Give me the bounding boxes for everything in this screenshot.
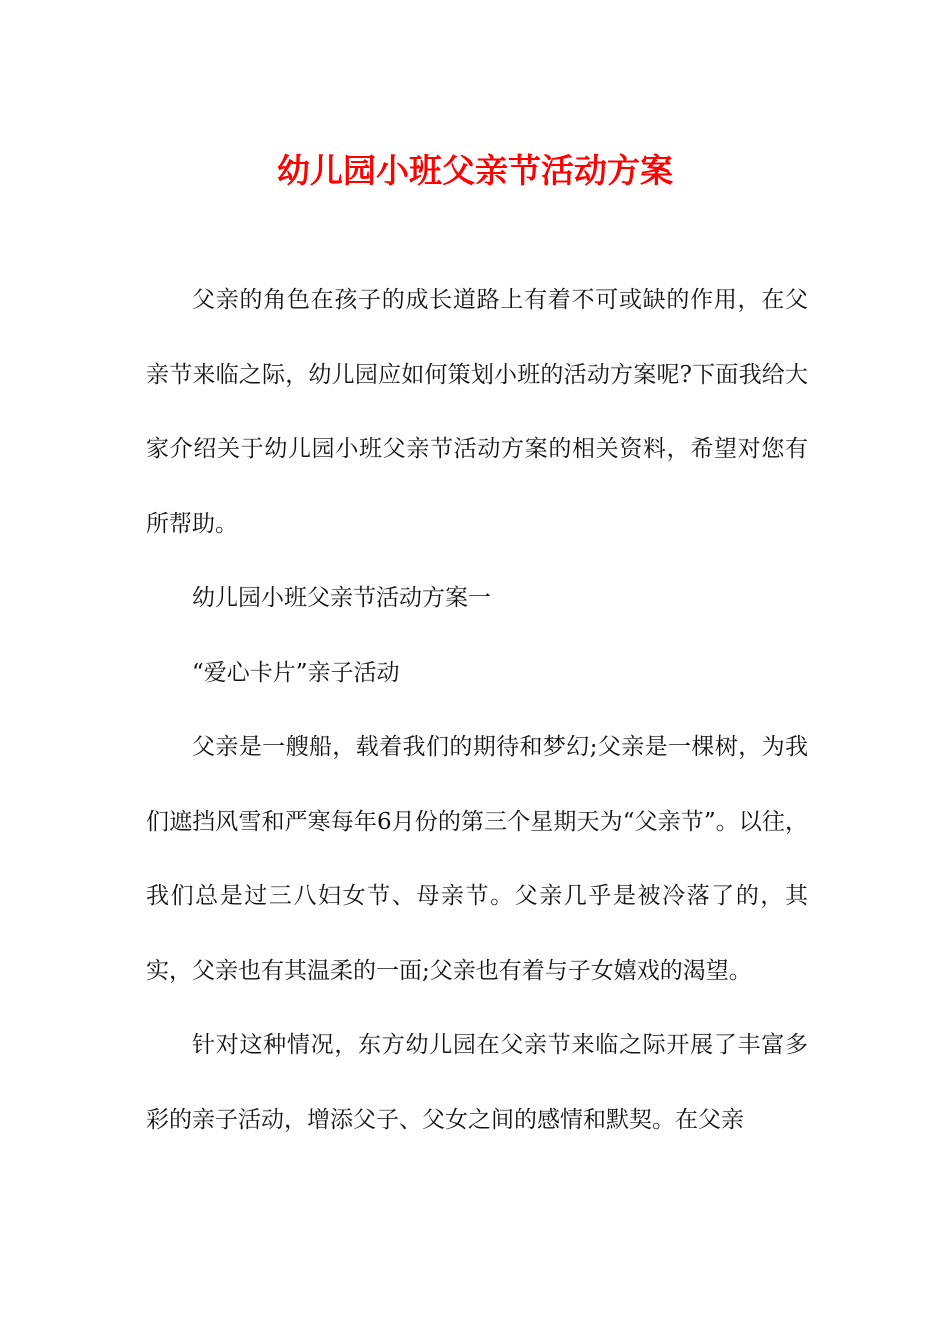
document-body — [146, 263, 808, 1157]
paragraph-activity-context: 针对这种情况，东方幼儿园在父亲节来临之际开展了丰富多彩的亲子活动，增添父子、父女之间的感情和默契。在父亲 — [146, 1032, 808, 1133]
paragraph-father-description: 父亲是一艘船，载着我们的期待和梦幻;父亲是一棵树，为我们遮挡风雪和严寒每年6月份的第三个星期天为“父亲节”。以往，我们总是过三八妇女节、母亲节。父亲几乎是被冷落了的，其实，父亲也有其温柔的一面;父亲也有着与子女嬉戏的渴望。 — [146, 734, 808, 984]
paragraph-intro: 父亲的角色在孩子的成长道路上有着不可或缺的作用，在父亲节来临之际，幼儿园应如何策划小班的活动方案呢?下面我给大家介绍关于幼儿园小班父亲节活动方案的相关资料，希望对您有所帮助。 — [146, 287, 808, 537]
paragraph-section-heading: 幼儿园小班父亲节活动方案一 — [192, 585, 491, 611]
document-title: 幼儿园小班父亲节活动方案 — [277, 151, 673, 190]
paragraph-activity-name: “爱心卡片”亲子活动 — [192, 659, 400, 686]
